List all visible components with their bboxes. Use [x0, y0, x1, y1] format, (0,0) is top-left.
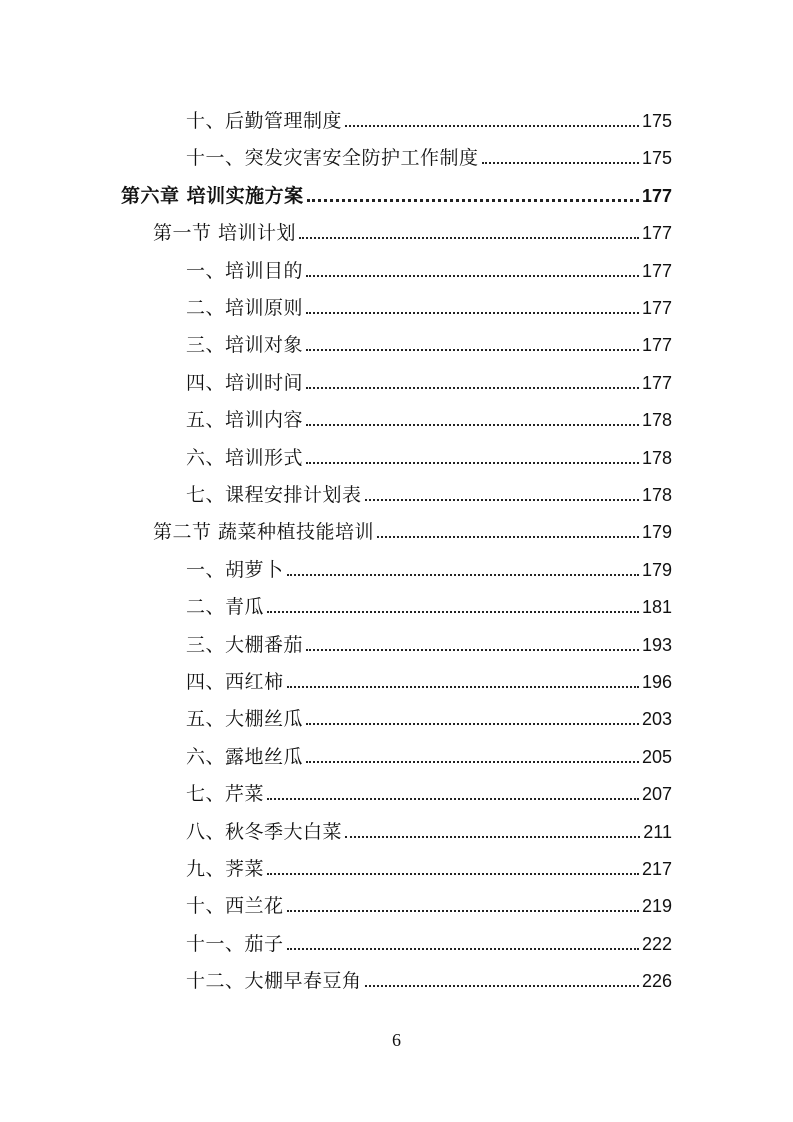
toc-dot-leader — [306, 723, 639, 725]
toc-dot-leader — [377, 536, 639, 538]
toc-entry-title: 四、西红柿 — [186, 671, 284, 693]
toc-entry-page: 217 — [641, 859, 672, 879]
toc-dot-leader — [287, 910, 639, 912]
toc-dot-leader — [365, 985, 639, 987]
toc-entry-page: 203 — [641, 709, 672, 730]
toc-entry-title: 第一节 培训计划 — [153, 222, 297, 245]
toc-entry-page: 177 — [641, 260, 672, 281]
toc-entry[interactable] — [186, 663, 672, 693]
toc-entry[interactable] — [153, 214, 672, 244]
toc-entry-title: 二、培训原则 — [186, 297, 304, 319]
toc-entry-page: 181 — [641, 597, 672, 618]
toc-entry[interactable] — [186, 887, 672, 917]
toc-dot-leader — [482, 162, 639, 164]
toc-dot-leader — [345, 125, 639, 127]
toc-entry[interactable] — [186, 364, 672, 394]
toc-entry-page: 177 — [641, 335, 672, 356]
toc-entry-title: 九、荠菜 — [186, 858, 265, 880]
toc-entry[interactable] — [186, 439, 672, 469]
toc-entry-title: 八、秋冬季大白菜 — [186, 820, 343, 843]
toc-dot-leader — [306, 649, 639, 651]
toc-entry-page: 196 — [641, 672, 672, 692]
toc-entry[interactable] — [186, 401, 672, 431]
toc-entry-page: 193 — [641, 634, 672, 655]
toc-dot-leader — [306, 424, 639, 426]
toc-entry[interactable] — [153, 513, 672, 543]
toc-entry-page: 178 — [641, 447, 672, 468]
toc-entry-title: 十一、突发灾害安全防护工作制度 — [186, 147, 479, 170]
toc-entry[interactable] — [186, 139, 672, 169]
toc-entry-page: 226 — [641, 971, 672, 992]
toc-entry[interactable] — [186, 850, 672, 880]
toc-dot-leader — [306, 387, 639, 389]
toc-entry-page: 222 — [641, 933, 672, 954]
toc-entry-page: 175 — [641, 111, 672, 131]
toc-entry[interactable] — [186, 289, 672, 319]
toc-dot-leader — [287, 948, 639, 950]
toc-entry-title: 二、青瓜 — [186, 596, 265, 619]
toc-entry[interactable] — [186, 588, 672, 618]
toc-entry[interactable] — [186, 962, 672, 992]
toc-dot-leader — [306, 312, 639, 314]
toc-entry-page: 207 — [641, 784, 672, 805]
toc-entry-title: 第二节 蔬菜种植技能培训 — [153, 521, 375, 544]
toc-dot-leader — [306, 275, 639, 277]
toc-entry[interactable] — [186, 925, 672, 955]
toc-entry-page: 177 — [641, 298, 672, 318]
toc-entry-page: 205 — [641, 746, 672, 767]
toc-entry-page: 175 — [641, 148, 672, 169]
toc-dot-leader — [365, 499, 639, 501]
toc-entry[interactable] — [186, 252, 672, 282]
toc-entry[interactable] — [121, 177, 672, 207]
toc-entry-title: 五、大棚丝瓜 — [186, 708, 304, 731]
toc-entry-title: 七、课程安排计划表 — [186, 484, 362, 506]
toc-entry[interactable] — [186, 813, 672, 843]
toc-entry-page: 178 — [641, 410, 672, 431]
toc-dot-leader — [267, 873, 639, 875]
toc-dot-leader — [287, 686, 639, 688]
toc-entry-page: 177 — [641, 372, 672, 393]
toc-dot-leader — [307, 199, 639, 202]
toc-entry-page: 178 — [641, 485, 672, 505]
toc-entry-title: 四、培训时间 — [186, 371, 304, 394]
toc-entry-title: 十一、茄子 — [186, 932, 284, 955]
toc-dot-leader — [287, 574, 639, 576]
toc-entry[interactable] — [186, 102, 672, 132]
toc-entry-title: 十、西兰花 — [186, 895, 284, 918]
page-number: 6 — [392, 1030, 401, 1050]
toc-entry-title: 第六章 培训实施方案 — [121, 184, 304, 207]
toc-entry-title: 七、芹菜 — [186, 783, 265, 806]
toc-entry-title: 六、露地丝瓜 — [186, 745, 304, 768]
toc-entry-title: 三、大棚番茄 — [186, 633, 304, 656]
toc-dot-leader — [306, 349, 639, 351]
toc-entry[interactable] — [186, 700, 672, 730]
toc-entry-title: 十、后勤管理制度 — [186, 110, 343, 132]
toc-entry-title: 一、培训目的 — [186, 259, 304, 282]
toc-dot-leader — [299, 237, 639, 239]
toc-entry-page: 179 — [641, 522, 672, 543]
toc-entry[interactable] — [186, 626, 672, 656]
toc-entry-title: 一、胡萝卜 — [186, 558, 284, 581]
toc-entry-title: 十二、大棚早春豆角 — [186, 970, 362, 993]
toc-entry-page: 179 — [641, 559, 672, 580]
toc-entry-title: 三、培训对象 — [186, 334, 304, 357]
toc-entry-title: 五、培训内容 — [186, 409, 304, 432]
toc-dot-leader — [306, 761, 639, 763]
toc-entry-title: 六、培训形式 — [186, 446, 304, 469]
toc-entry[interactable] — [186, 551, 672, 581]
toc-entry[interactable] — [186, 775, 672, 805]
toc-entry-page: 177 — [641, 185, 672, 206]
toc-entry-page: 211 — [643, 821, 672, 842]
toc-dot-leader — [345, 836, 640, 838]
toc-entry[interactable] — [186, 326, 672, 356]
toc-entry[interactable] — [186, 738, 672, 768]
toc-dot-leader — [267, 611, 639, 613]
toc-entry-page: 177 — [641, 223, 672, 244]
toc-entry[interactable] — [186, 476, 672, 506]
toc-dot-leader — [306, 462, 639, 464]
toc-entry-page: 219 — [641, 896, 672, 917]
toc-dot-leader — [267, 798, 639, 800]
